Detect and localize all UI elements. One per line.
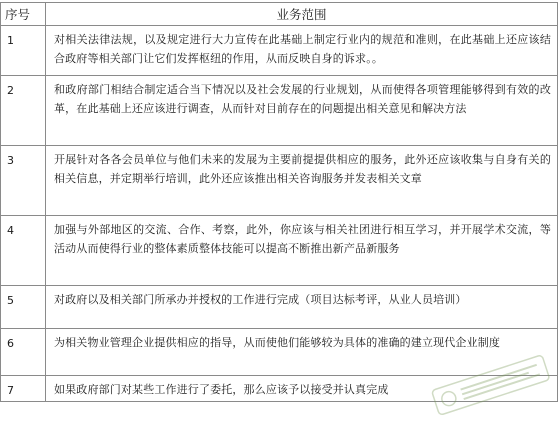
row-number: 7 xyxy=(1,376,46,402)
row-number: 5 xyxy=(1,286,46,329)
table-header-row xyxy=(1,3,558,26)
table-row xyxy=(1,146,558,216)
table-row xyxy=(1,76,558,146)
row-scope-text: 开展针对各各会员单位与他们未来的发展为主要前提提供相应的服务，此外还应该收集与自身有关的相关信息，并定期举行培训，此外还应该推出相关咨询服务并发表相关文章 xyxy=(46,146,558,216)
row-scope-text: 对政府以及相关部门所承办并授权的工作进行完成（项目达标考评，从业人员培训） xyxy=(46,286,558,329)
table-row xyxy=(1,216,558,286)
row-number: 6 xyxy=(1,329,46,376)
row-scope-text: 如果政府部门对某些工作进行了委托，那么应该予以接受并认真完成 xyxy=(46,376,558,402)
header-number: 序号 xyxy=(1,3,46,26)
row-scope-text: 加强与外部地区的交流、合作、考察，此外，你应该与相关社团进行相互学习，并开展学术交流，等活动从而使得行业的整体素质整体技能可以提高不断推出新产品新服务 xyxy=(46,216,558,286)
header-scope: 业务范围 xyxy=(46,3,558,26)
row-number: 1 xyxy=(1,26,46,76)
table-row xyxy=(1,286,558,329)
row-scope-text: 对相关法律法规，以及规定进行大力宣传在此基础上制定行业内的规范和准则，在此基础上还应该结合政府等相关部门让它们发挥枢纽的作用，从而反映自身的诉求。。 xyxy=(46,26,558,76)
row-number: 4 xyxy=(1,216,46,286)
row-scope-text: 为相关物业管理企业提供相应的指导，从而使他们能够较为具体的准确的建立现代企业制度 xyxy=(46,329,558,376)
row-scope-text: 和政府部门相结合制定适合当下情况以及社会发展的行业规划，从而使得各项管理能够得到有效的改革，在此基础上还应该进行调查，从而针对目前存在的问题提出相关意见和解决方法 xyxy=(46,76,558,146)
row-number: 2 xyxy=(1,76,46,146)
table-row xyxy=(1,376,558,402)
table-row xyxy=(1,26,558,76)
table-row xyxy=(1,329,558,376)
business-scope-table xyxy=(0,2,558,402)
business-scope-table-wrapper xyxy=(0,2,557,402)
row-number: 3 xyxy=(1,146,46,216)
